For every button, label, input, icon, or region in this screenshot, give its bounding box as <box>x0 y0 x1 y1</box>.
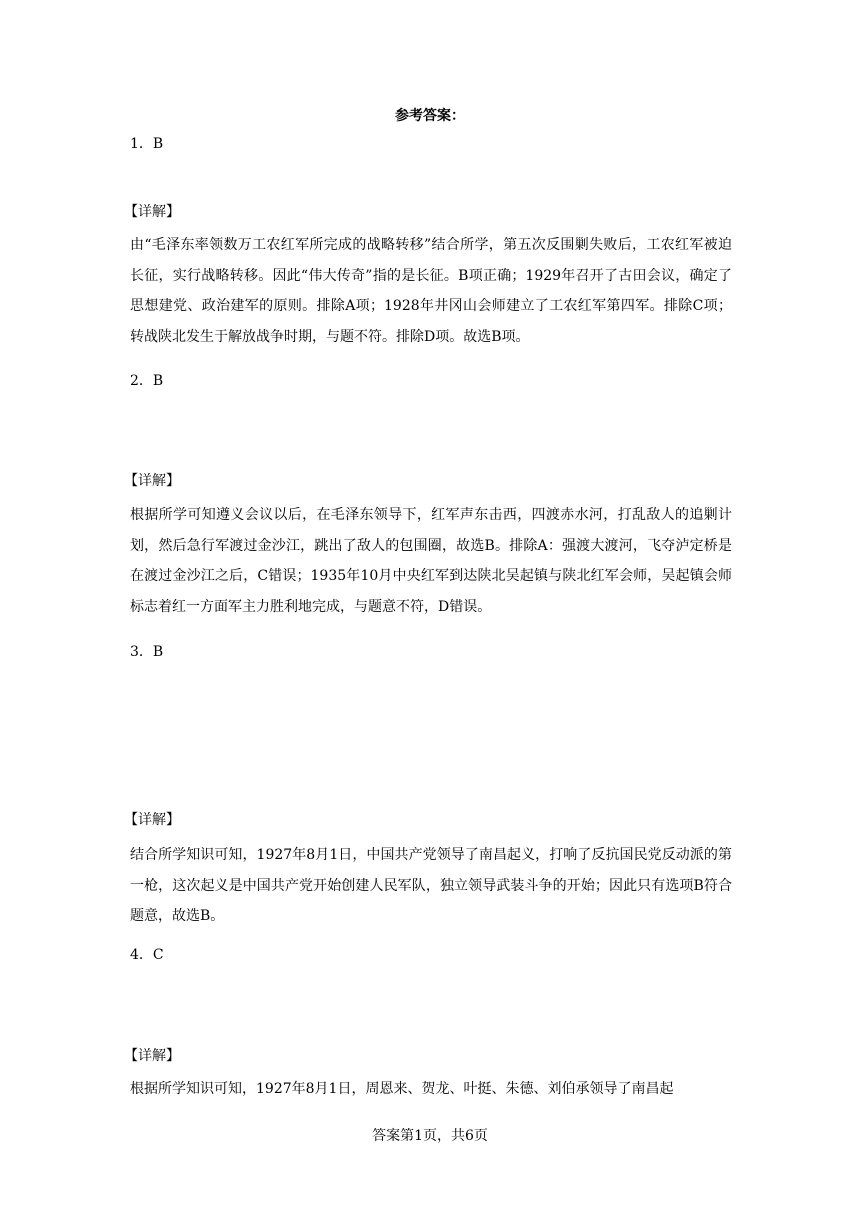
answer-1: 1．B <box>130 136 164 152</box>
explanation-text-3: 结合所学知识可知，1927年8月1日，中国共产党领导了南昌起义，打响了反抗国民党反动派的第一枪，这次起义是中国共产党开始创建人民军队，独立领导武装斗争的开始；因此只有选项B符合题意，故选B。 <box>130 847 732 925</box>
page-footer: 答案第1页，共6页 <box>372 1128 488 1144</box>
explanation-heading-3: 【详解】 <box>124 812 180 828</box>
answer-3: 3．B <box>130 644 164 660</box>
explanation-text-2: 根据所学可知遵义会议以后，在毛泽东领导下，红军声东击西，四渡赤水河，打乱敌人的追剿计划，然后急行军渡过金沙江，跳出了敌人的包围圈，故选B。排除A：强渡大渡河，飞夺泸定桥是在渡过金沙江之后，C错误；1935年10月中央红军到达陕北吴起镇与陕北红军会师，吴起镇会师标志着红一方面军主力胜利地完成，与题意不符，D错误。 <box>130 507 732 616</box>
answer-4: 4．C <box>130 947 164 963</box>
answer-2: 2．B <box>130 373 164 389</box>
explanation-heading-1: 【详解】 <box>124 204 180 220</box>
explanation-text-1: 由“毛泽东率领数万工农红军所完成的战略转移”结合所学，第五次反围剿失败后，工农红军被迫长征，实行战略转移。因此“伟大传奇”指的是长征。B项正确；1929年召开了古田会议，确定了思想建党、政治建军的原则。排除A项；1928年井冈山会师建立了工农红军第四军。排除C项；转战陕北发生于解放战争时期，与题不符。排除D项。故选B项。 <box>130 237 732 346</box>
explanation-heading-4: 【详解】 <box>124 1048 180 1064</box>
explanation-heading-2: 【详解】 <box>124 473 180 489</box>
explanation-text-4: 根据所学知识可知，1927年8月1日，周恩来、贺龙、叶挺、朱德、刘伯承领导了南昌起 <box>130 1081 674 1097</box>
page-title: 参考答案： <box>395 108 465 124</box>
